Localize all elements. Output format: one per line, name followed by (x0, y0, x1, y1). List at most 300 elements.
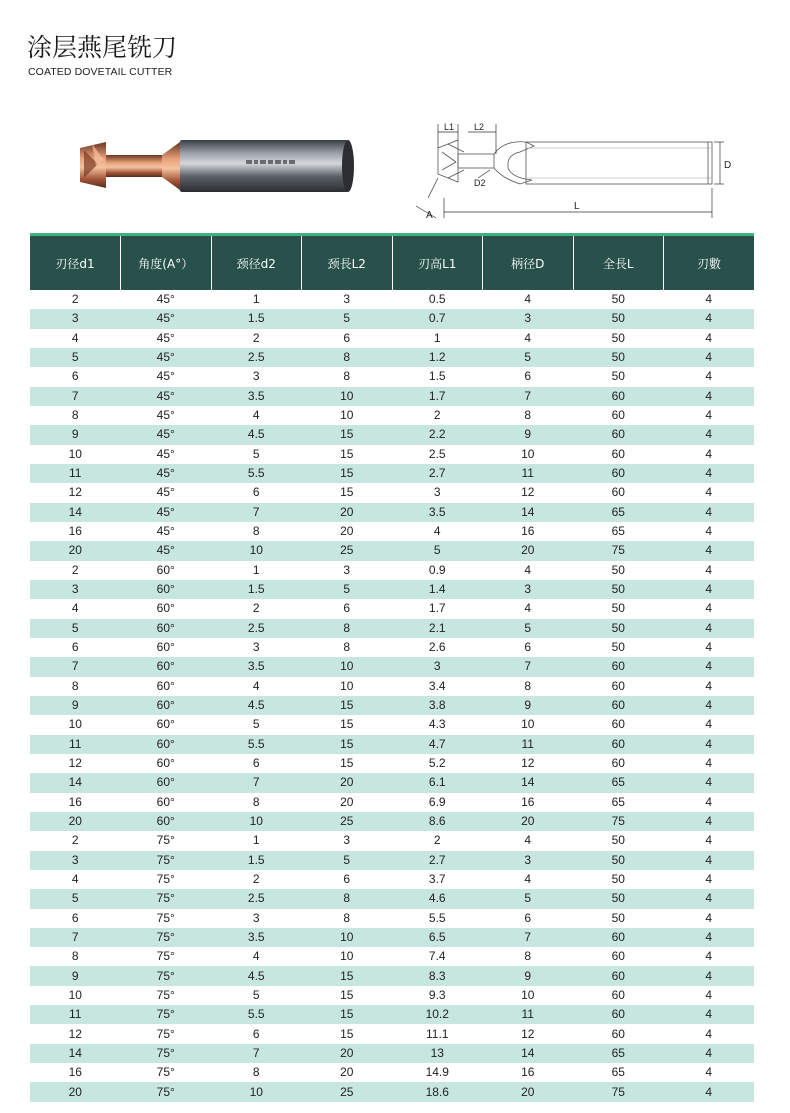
table-cell: 3 (483, 580, 574, 599)
table-cell: 11 (483, 1005, 574, 1024)
table-cell: 20 (483, 541, 574, 560)
table-cell: 4 (664, 696, 755, 715)
table-cell: 4 (483, 870, 574, 889)
table-cell: 60 (573, 754, 664, 773)
table-cell: 11 (483, 735, 574, 754)
table-cell: 3 (392, 483, 483, 502)
table-cell: 4 (664, 483, 755, 502)
table-cell: 8 (302, 348, 393, 367)
table-cell: 9 (30, 425, 121, 444)
table-row (30, 1044, 754, 1063)
table-cell: 65 (573, 793, 664, 812)
table-cell: 4 (664, 464, 755, 483)
table-cell: 4 (664, 290, 755, 309)
table-cell: 1.5 (211, 580, 302, 599)
table-cell: 60 (573, 657, 664, 676)
table-cell: 60 (573, 696, 664, 715)
table-cell: 45° (121, 522, 212, 541)
table-cell: 4 (664, 1005, 755, 1024)
table-cell: 1 (211, 831, 302, 850)
table-cell: 4.6 (392, 889, 483, 908)
table-row (30, 367, 754, 386)
table-row (30, 387, 754, 406)
table-cell: 2 (211, 599, 302, 618)
table-cell: 5.5 (211, 464, 302, 483)
table-cell: 0.9 (392, 561, 483, 580)
table-cell: 11 (483, 464, 574, 483)
table-cell: 15 (302, 425, 393, 444)
table-cell: 4 (392, 522, 483, 541)
cutter-taper (162, 142, 180, 190)
table-cell: 2.5 (211, 619, 302, 638)
table-cell: 60 (573, 677, 664, 696)
table-cell: 10 (30, 445, 121, 464)
table-cell: 45° (121, 290, 212, 309)
table-cell: 8 (30, 947, 121, 966)
table-cell: 3 (30, 851, 121, 870)
table-cell: 60° (121, 773, 212, 792)
table-row (30, 561, 754, 580)
table-cell: 4 (664, 1044, 755, 1063)
table-cell: 11.1 (392, 1024, 483, 1043)
table-cell: 10 (30, 715, 121, 734)
table-cell: 4 (664, 715, 755, 734)
table-cell: 50 (573, 290, 664, 309)
table-row (30, 754, 754, 773)
table-cell: 45° (121, 367, 212, 386)
table-cell: 1.5 (392, 367, 483, 386)
header-overall-length: 全長L (573, 235, 664, 291)
table-cell: 8 (483, 947, 574, 966)
table-cell: 75 (573, 541, 664, 560)
table-row (30, 290, 754, 309)
table-cell: 50 (573, 348, 664, 367)
table-cell: 6 (302, 870, 393, 889)
table-cell: 2 (30, 831, 121, 850)
table-cell: 3.8 (392, 696, 483, 715)
table-cell: 8 (211, 793, 302, 812)
table-cell: 9 (483, 696, 574, 715)
table-cell: 9 (483, 966, 574, 985)
table-cell: 8 (483, 677, 574, 696)
diagram-label-l: L (574, 201, 580, 212)
table-cell: 4 (664, 619, 755, 638)
table-cell: 75° (121, 909, 212, 928)
table-cell: 14 (483, 503, 574, 522)
table-row (30, 425, 754, 444)
table-cell: 20 (483, 1082, 574, 1101)
table-cell: 50 (573, 599, 664, 618)
table-cell: 50 (573, 851, 664, 870)
table-cell: 50 (573, 638, 664, 657)
table-cell: 75° (121, 1005, 212, 1024)
table-cell: 4 (664, 1082, 755, 1101)
table-cell: 60 (573, 928, 664, 947)
table-cell: 4 (664, 851, 755, 870)
table-cell: 6 (30, 909, 121, 928)
table-cell: 0.5 (392, 290, 483, 309)
table-cell: 1 (211, 561, 302, 580)
table-cell: 4 (664, 831, 755, 850)
table-cell: 4 (483, 831, 574, 850)
table-cell: 5 (392, 541, 483, 560)
table-cell: 6 (211, 754, 302, 773)
table-cell: 60 (573, 387, 664, 406)
table-cell: 75 (573, 812, 664, 831)
table-cell: 60° (121, 696, 212, 715)
table-body (30, 290, 754, 1102)
table-row (30, 1005, 754, 1024)
table-row (30, 851, 754, 870)
table-cell: 60 (573, 715, 664, 734)
table-cell: 50 (573, 831, 664, 850)
table-cell: 4 (211, 947, 302, 966)
table-cell: 75° (121, 1063, 212, 1082)
table-cell: 60 (573, 425, 664, 444)
table-cell: 4 (30, 870, 121, 889)
table-cell: 6 (211, 1024, 302, 1043)
table-cell: 65 (573, 522, 664, 541)
table-cell: 7 (483, 928, 574, 947)
table-cell: 15 (302, 715, 393, 734)
table-cell: 2.5 (392, 445, 483, 464)
table-row (30, 406, 754, 425)
table-row (30, 541, 754, 560)
table-cell: 3.5 (392, 503, 483, 522)
table-cell: 2 (30, 561, 121, 580)
table-cell: 8.3 (392, 966, 483, 985)
table-cell: 7 (211, 773, 302, 792)
table-cell: 4 (664, 1024, 755, 1043)
table-cell: 4 (664, 657, 755, 676)
table-cell: 8 (30, 406, 121, 425)
table-cell: 7 (30, 928, 121, 947)
table-cell: 45° (121, 425, 212, 444)
table-cell: 15 (302, 966, 393, 985)
table-cell: 5 (30, 348, 121, 367)
table-cell: 5 (483, 348, 574, 367)
table-cell: 2.7 (392, 851, 483, 870)
table-cell: 3.5 (211, 657, 302, 676)
table-cell: 75° (121, 966, 212, 985)
table-cell: 3 (30, 580, 121, 599)
table-cell: 25 (302, 812, 393, 831)
table-row (30, 696, 754, 715)
shank-end (342, 140, 354, 192)
table-cell: 10 (483, 986, 574, 1005)
table-cell: 3 (392, 657, 483, 676)
table-cell: 12 (30, 1024, 121, 1043)
cutter-neck (106, 155, 162, 177)
table-cell: 1.4 (392, 580, 483, 599)
table-cell: 4 (483, 329, 574, 348)
diagram-label-d: D (724, 160, 732, 171)
table-cell: 75 (573, 1082, 664, 1101)
table-header-row (30, 235, 754, 291)
table-cell: 4 (664, 406, 755, 425)
table-cell: 7 (30, 387, 121, 406)
table-cell: 15 (302, 464, 393, 483)
header-neck-length: 颈長L2 (302, 235, 393, 291)
table-cell: 45° (121, 406, 212, 425)
header-flute-count: 刃數 (664, 235, 755, 291)
table-cell: 4 (664, 541, 755, 560)
table-cell: 2 (30, 290, 121, 309)
table-cell: 60° (121, 793, 212, 812)
table-cell: 5 (302, 580, 393, 599)
table-cell: 4 (664, 773, 755, 792)
table-row (30, 735, 754, 754)
table-cell: 6 (211, 483, 302, 502)
table-cell: 10 (483, 445, 574, 464)
table-cell: 10 (302, 947, 393, 966)
table-cell: 16 (483, 522, 574, 541)
table-cell: 6 (30, 367, 121, 386)
table-cell: 60 (573, 735, 664, 754)
diagram-neck (458, 154, 494, 168)
table-cell: 20 (302, 773, 393, 792)
table-cell: 3 (30, 309, 121, 328)
table-row (30, 773, 754, 792)
table-cell: 8 (302, 367, 393, 386)
table-cell: 8 (302, 909, 393, 928)
table-row (30, 1063, 754, 1082)
table-cell: 1.2 (392, 348, 483, 367)
table-cell: 75° (121, 928, 212, 947)
table-cell: 11 (30, 1005, 121, 1024)
table-cell: 8 (30, 677, 121, 696)
table-row (30, 793, 754, 812)
table-cell: 60 (573, 464, 664, 483)
table-row (30, 889, 754, 908)
table-cell: 2 (211, 329, 302, 348)
table-cell: 60 (573, 947, 664, 966)
table-cell: 75° (121, 1082, 212, 1101)
table-cell: 15 (302, 754, 393, 773)
table-cell: 6 (30, 638, 121, 657)
table-cell: 18.6 (392, 1082, 483, 1101)
table-cell: 60° (121, 754, 212, 773)
table-cell: 4 (664, 367, 755, 386)
table-cell: 8 (211, 522, 302, 541)
table-cell: 1.7 (392, 599, 483, 618)
table-cell: 20 (30, 541, 121, 560)
table-cell: 1.5 (211, 309, 302, 328)
table-cell: 8.6 (392, 812, 483, 831)
table-cell: 75° (121, 986, 212, 1005)
table-cell: 15 (302, 696, 393, 715)
table-cell: 2.6 (392, 638, 483, 657)
table-cell: 50 (573, 580, 664, 599)
table-cell: 5.5 (392, 909, 483, 928)
table-cell: 15 (302, 483, 393, 502)
table-cell: 75° (121, 947, 212, 966)
table-cell: 50 (573, 619, 664, 638)
table-cell: 5 (483, 619, 574, 638)
table-cell: 60° (121, 715, 212, 734)
table-cell: 4 (664, 812, 755, 831)
table-cell: 8 (483, 406, 574, 425)
table-cell: 10 (302, 657, 393, 676)
table-cell: 3.7 (392, 870, 483, 889)
table-cell: 4 (30, 329, 121, 348)
table-cell: 1 (211, 290, 302, 309)
table-cell: 9 (30, 966, 121, 985)
table-cell: 4 (664, 793, 755, 812)
table-cell: 4 (483, 290, 574, 309)
dimension-diagram (408, 118, 750, 228)
table-cell: 50 (573, 909, 664, 928)
table-cell: 4 (664, 348, 755, 367)
table-cell: 3 (302, 831, 393, 850)
table-cell: 65 (573, 773, 664, 792)
table-cell: 20 (30, 812, 121, 831)
table-row (30, 599, 754, 618)
header-blade-diameter: 刃径d1 (30, 235, 121, 291)
table-cell: 60° (121, 599, 212, 618)
table-cell: 6 (483, 367, 574, 386)
table-cell: 4 (483, 599, 574, 618)
table-cell: 3.5 (211, 928, 302, 947)
table-cell: 4 (664, 909, 755, 928)
table-cell: 50 (573, 561, 664, 580)
table-cell: 5 (211, 715, 302, 734)
table-cell: 20 (302, 522, 393, 541)
table-cell: 65 (573, 503, 664, 522)
table-cell: 60° (121, 812, 212, 831)
table-cell: 4 (664, 889, 755, 908)
table-cell: 75° (121, 831, 212, 850)
table-row (30, 638, 754, 657)
table-cell: 4.5 (211, 696, 302, 715)
table-cell: 4 (664, 503, 755, 522)
table-cell: 2.1 (392, 619, 483, 638)
table-cell: 8 (211, 1063, 302, 1082)
table-cell: 10 (211, 1082, 302, 1101)
table-cell: 5.5 (211, 1005, 302, 1024)
table-cell: 3 (483, 851, 574, 870)
table-cell: 2 (392, 831, 483, 850)
table-cell: 1.7 (392, 387, 483, 406)
table-cell: 45° (121, 329, 212, 348)
table-cell: 5 (302, 851, 393, 870)
diagram-label-a: A (426, 210, 433, 221)
table-cell: 4 (664, 966, 755, 985)
table-cell: 6.5 (392, 928, 483, 947)
table-row (30, 677, 754, 696)
header-blade-height: 刃高L1 (392, 235, 483, 291)
table-cell: 5.2 (392, 754, 483, 773)
table-row (30, 445, 754, 464)
table-row (30, 928, 754, 947)
table-cell: 60 (573, 986, 664, 1005)
table-cell: 10 (211, 541, 302, 560)
table-cell: 7 (483, 387, 574, 406)
table-cell: 10 (302, 677, 393, 696)
table-cell: 4 (664, 329, 755, 348)
table-cell: 3 (211, 367, 302, 386)
table-cell: 16 (483, 1063, 574, 1082)
table-cell: 4 (664, 445, 755, 464)
table-row (30, 966, 754, 985)
table-cell: 10 (302, 387, 393, 406)
table-cell: 45° (121, 483, 212, 502)
table-cell: 75° (121, 870, 212, 889)
table-cell: 60° (121, 619, 212, 638)
table-cell: 50 (573, 329, 664, 348)
diagram-label-d2: D2 (474, 178, 486, 188)
page-subtitle: COATED DOVETAIL CUTTER (28, 66, 173, 78)
table-cell: 4 (664, 928, 755, 947)
table-cell: 16 (30, 522, 121, 541)
table-cell: 75° (121, 1024, 212, 1043)
table-row (30, 503, 754, 522)
table-cell: 75° (121, 889, 212, 908)
table-cell: 60 (573, 483, 664, 502)
table-cell: 4.3 (392, 715, 483, 734)
table-cell: 4 (211, 406, 302, 425)
table-cell: 14.9 (392, 1063, 483, 1082)
table-cell: 12 (483, 1024, 574, 1043)
header-shank-diameter: 柄径D (483, 235, 574, 291)
table-cell: 10 (211, 812, 302, 831)
table-cell: 20 (302, 793, 393, 812)
table-cell: 45° (121, 464, 212, 483)
table-row (30, 870, 754, 889)
table-cell: 5 (211, 445, 302, 464)
table-cell: 4.5 (211, 425, 302, 444)
table-cell: 20 (483, 812, 574, 831)
table-cell: 65 (573, 1063, 664, 1082)
table-cell: 14 (483, 1044, 574, 1063)
table-row (30, 715, 754, 734)
table-cell: 4 (664, 947, 755, 966)
table-cell: 75° (121, 851, 212, 870)
table-cell: 3 (211, 638, 302, 657)
table-row (30, 464, 754, 483)
table-row (30, 483, 754, 502)
table-cell: 4 (664, 580, 755, 599)
table-cell: 45° (121, 445, 212, 464)
table-cell: 60 (573, 1024, 664, 1043)
table-cell: 4.7 (392, 735, 483, 754)
table-cell: 5 (30, 619, 121, 638)
table-cell: 16 (483, 793, 574, 812)
table-cell: 4 (664, 425, 755, 444)
table-cell: 4 (664, 599, 755, 618)
table-cell: 6 (302, 599, 393, 618)
table-cell: 4 (483, 561, 574, 580)
table-row (30, 657, 754, 676)
table-cell: 6 (302, 329, 393, 348)
table-cell: 4 (664, 522, 755, 541)
table-cell: 6 (483, 909, 574, 928)
table-cell: 50 (573, 367, 664, 386)
table-cell: 4 (664, 1063, 755, 1082)
table-cell: 4 (664, 387, 755, 406)
table-cell: 10 (302, 928, 393, 947)
table-cell: 15 (302, 445, 393, 464)
table-cell: 45° (121, 309, 212, 328)
table-cell: 7 (483, 657, 574, 676)
table-cell: 14 (483, 773, 574, 792)
table-cell: 3 (302, 290, 393, 309)
table-cell: 2.7 (392, 464, 483, 483)
table-cell: 8 (302, 619, 393, 638)
table-cell: 10 (30, 986, 121, 1005)
table-cell: 15 (302, 986, 393, 1005)
table-cell: 14 (30, 1044, 121, 1063)
